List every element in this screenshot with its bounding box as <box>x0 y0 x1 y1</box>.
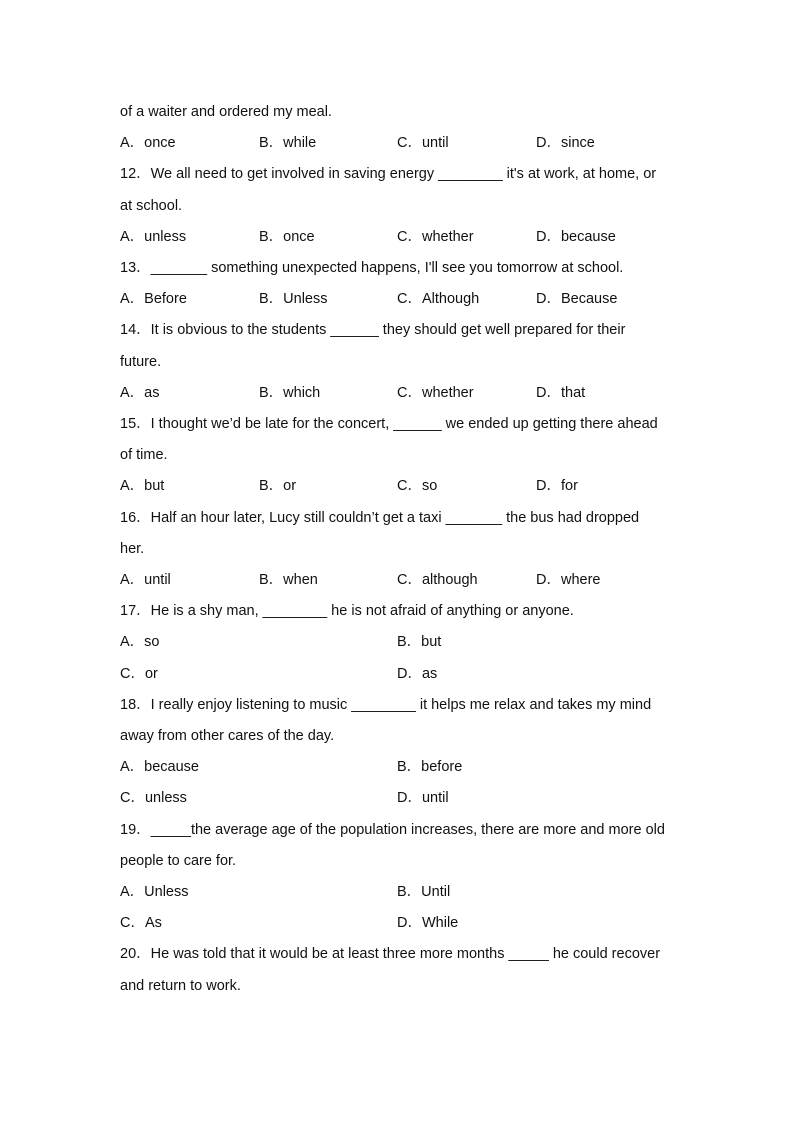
q18-option-b: B．before <box>397 759 463 775</box>
q14-option-a: A．as <box>120 385 160 401</box>
question-16-text-line-1: 16．Half an hour later, Lucy still couldn’t get a taxi _______ the bus had dropped <box>120 510 640 526</box>
question-15-text-line-1: 15．I thought we’d be late for the concert, ______ we ended up getting there ahead <box>120 416 658 432</box>
q11-option-b: B．while <box>259 135 317 151</box>
q16-option-c: C．although <box>397 572 478 588</box>
question-11-text-line-2: of a waiter and ordered my meal. <box>120 104 332 120</box>
question-18-text-line-2: away from other cares of the day. <box>120 728 335 744</box>
q11-option-d: D．since <box>536 135 595 151</box>
q14-option-d: D．that <box>536 385 586 401</box>
question-17-text-line-1: 17．He is a shy man, ________ he is not afraid of anything or anyone. <box>120 603 574 619</box>
q18-option-c: C．unless <box>120 790 187 806</box>
q19-option-b: B．Until <box>397 884 451 900</box>
q16-option-a: A．until <box>120 572 171 588</box>
q13-option-c: C．Although <box>397 291 480 307</box>
question-18-text-line-1: 18．I really enjoy listening to music ________ it helps me relax and takes my mind <box>120 697 652 713</box>
q17-option-d: D．as <box>397 666 438 682</box>
q12-option-a: A．unless <box>120 229 187 245</box>
q15-option-a: A．but <box>120 478 165 494</box>
question-15-text-line-2: of time. <box>120 447 168 463</box>
q12-option-d: D．because <box>536 229 616 245</box>
q12-option-b: B．once <box>259 229 315 245</box>
q12-option-c: C．whether <box>397 229 474 245</box>
q13-option-d: D．Because <box>536 291 618 307</box>
q14-option-c: C．whether <box>397 385 474 401</box>
q11-option-c: C．until <box>397 135 449 151</box>
question-19-text-line-1: 19．_____the average age of the population increases, there are more and more old <box>120 822 665 838</box>
question-14-text-line-1: 14．It is obvious to the students ______ they should get well prepared for their <box>120 322 626 338</box>
q19-option-d: D．While <box>397 915 459 931</box>
q15-option-c: C．so <box>397 478 438 494</box>
question-14-text-line-2: future. <box>120 354 162 370</box>
q19-option-a: A．Unless <box>120 884 189 900</box>
q13-option-b: B．Unless <box>259 291 328 307</box>
question-13-text-line-1: 13．_______ something unexpected happens, I'll see you tomorrow at school. <box>120 260 624 276</box>
q14-option-b: B．which <box>259 385 321 401</box>
question-19-text-line-2: people to care for. <box>120 853 237 869</box>
q16-option-b: B．when <box>259 572 318 588</box>
q19-option-c: C．As <box>120 915 162 931</box>
q18-option-d: D．until <box>397 790 449 806</box>
q11-option-a: A．once <box>120 135 176 151</box>
question-12-text-line-1: 12．We all need to get involved in saving energy ________ it's at work, at home, or <box>120 166 657 182</box>
question-12-text-line-2: at school. <box>120 198 183 214</box>
q17-option-c: C．or <box>120 666 158 682</box>
q16-option-d: D．where <box>536 572 601 588</box>
q17-option-a: A．so <box>120 634 160 650</box>
question-16-text-line-2: her. <box>120 541 145 557</box>
q13-option-a: A．Before <box>120 291 187 307</box>
question-20-text-line-2: and return to work. <box>120 978 241 994</box>
q18-option-a: A．because <box>120 759 199 775</box>
question-20-text-line-1: 20．He was told that it would be at least three more months _____ he could recover <box>120 946 661 962</box>
q15-option-b: B．or <box>259 478 297 494</box>
q17-option-b: B．but <box>397 634 442 650</box>
q15-option-d: D．for <box>536 478 578 494</box>
